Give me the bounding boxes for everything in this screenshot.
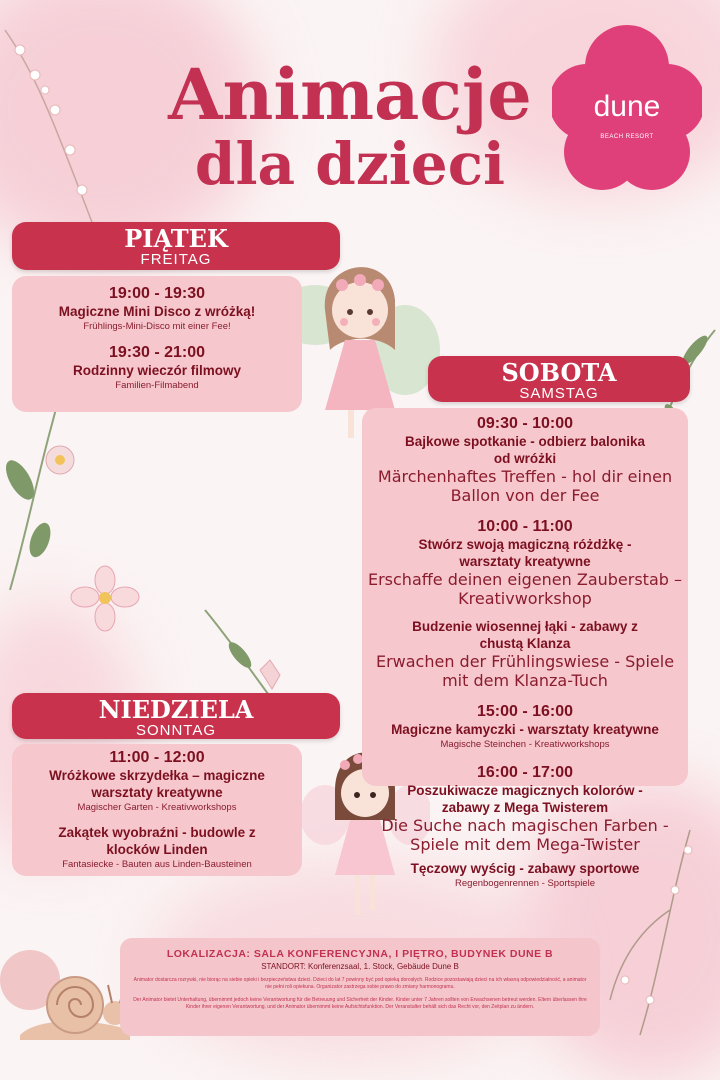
saturday-banner	[428, 356, 690, 402]
sunday-banner	[12, 693, 340, 739]
sunday-card	[12, 744, 302, 876]
saturday-day-label: SOBOTA	[501, 358, 617, 387]
event-item	[12, 814, 302, 871]
footer-info	[120, 938, 600, 1036]
event-name-de: Märchenhaftes Treffen - hol dir einen Ballon von der Fee	[377, 467, 673, 505]
event-name-de: Familien-Filmabend	[115, 380, 199, 391]
saturday-day-de-label: SAMSTAG	[519, 385, 599, 402]
event-item	[12, 333, 302, 392]
event-name: Bajkowe spotkanie - odbierz balonika od wróżki	[404, 434, 646, 466]
friday-day-label: PIĄTEK	[124, 224, 228, 253]
event-name-de: Fantasiecke - Bauten aus Linden-Bausteinen	[62, 859, 252, 870]
page-subtitle: dla dzieci	[194, 130, 506, 198]
event-name: Rodzinny wieczór filmowy	[72, 363, 242, 378]
event-name: Budzenie wiosennej łąki - zabawy z chustą Klanza	[412, 619, 638, 651]
disclaimer-pl: Animator dostarcza rozrywki, nie biorąc na siebie opieki i bezpieczeństwa dzieci. Dzieci do lat 7 powinny być pod opieką dorosłych. Rodzice pozostawiają dzieci na ich własną odpowiedzialność, a animator nie pełni roli opiekuna. Organizator zastrzega sobie prawo do zmiany harmonogramu.	[133, 977, 587, 990]
event-item	[12, 744, 302, 814]
event-name-de: Erschaffe deinen eigenen Zauberstab – Kreativworkshop	[367, 570, 682, 608]
event-time: 15:00 - 16:00	[476, 703, 574, 720]
event-item	[362, 505, 688, 570]
event-time: 19:00 - 19:30	[108, 285, 206, 302]
friday-banner	[12, 222, 340, 270]
event-item	[362, 854, 688, 890]
event-time: 10:00 - 11:00	[477, 518, 573, 535]
event-item	[12, 276, 302, 333]
event-name: Poszukiwacze magicznych kolorów - zabawy z Mega Twisterem	[407, 783, 643, 815]
event-time: 11:00 - 12:00	[109, 749, 205, 766]
event-item	[362, 751, 688, 816]
disclaimer-de: Der Animator bietet Unterhaltung, übernimmt jedoch keine Verantwortung für die Betreuung und Sicherheit der Kinder. Kinder unter 7 Jahren sollten von Erwachsenen betreut werden. Eltern überlassen ihre Kinder ihrer eigenen Verantwortung, und der Animator übernimmt keine Aufsichtsfunktion. Der Veranstalter behält sich das Recht vor, den Zeitplan zu ändern.	[133, 997, 587, 1010]
friday-card	[12, 276, 302, 412]
event-item	[362, 608, 688, 652]
event-item	[362, 408, 688, 467]
event-name-de: Frühlings-Mini-Disco mit einer Fee!	[83, 321, 231, 332]
saturday-card	[362, 408, 688, 889]
event-name: Magiczne Mini Disco z wróżką!	[58, 304, 256, 319]
event-time: 19:30 - 21:00	[108, 344, 206, 361]
standort-label: STANDORT: Konferenzsaal, 1. Stock, Gebäude Dune B	[261, 962, 459, 971]
event-name-de: Magischer Garten - Kreativworkshops	[77, 802, 237, 813]
event-item	[362, 690, 688, 751]
sunday-day-de-label: SONNTAG	[135, 722, 217, 739]
event-name-de: Magische Steinchen - Kreativworkshops	[440, 739, 610, 750]
logo-tagline: BEACH RESORT	[600, 134, 654, 140]
location-label: LOKALIZACJA: SALA KONFERENCYJNA, I PIĘTRO, BUDYNEK DUNE B	[166, 948, 554, 960]
event-name-de: Regenbogenrennen - Sportspiele	[455, 878, 595, 889]
page-title: Animacje	[168, 53, 532, 136]
event-name: Tęczowy wyścig - zabawy sportowe	[410, 861, 640, 876]
snail-illustration-icon	[0, 935, 140, 1045]
event-name: Magiczne kamyczki - warsztaty kreatywne	[391, 722, 659, 737]
logo-brand: dune	[593, 90, 661, 123]
friday-day-de-label: FREITAG	[140, 251, 212, 268]
flower-icon	[70, 565, 140, 635]
flower-branch-icon	[0, 20, 110, 240]
event-name: Wróżkowe skrzydełka – magiczne warsztaty kreatywne	[49, 768, 265, 800]
sunday-day-label: NIEDZIELA	[98, 695, 254, 724]
event-name-de: Die Suche nach magischen Farben - Spiele mit dem Mega-Twister	[381, 816, 669, 854]
dune-logo	[552, 22, 702, 197]
event-name: Stwórz swoją magiczną różdżkę - warsztaty kreatywne	[418, 537, 632, 569]
event-time: 09:30 - 10:00	[476, 415, 574, 432]
event-time: 16:00 - 17:00	[476, 764, 574, 781]
event-name-de: Erwachen der Frühlingswiese - Spiele mit dem Klanza-Tuch	[375, 652, 675, 690]
event-name: Zakątek wyobraźni - budowle z klocków Linden	[58, 825, 256, 857]
